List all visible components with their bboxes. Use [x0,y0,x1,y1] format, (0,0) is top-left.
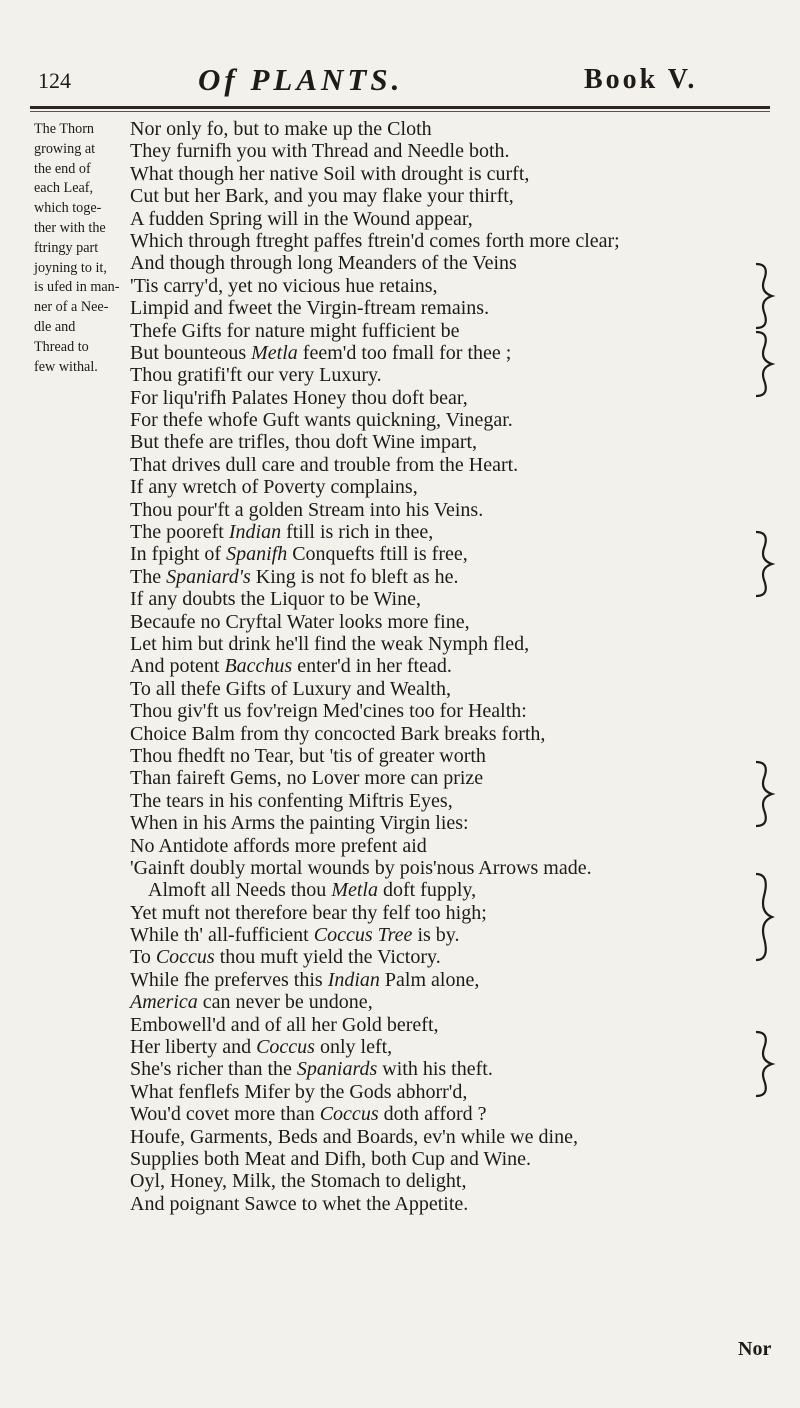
poem-line: Almoft all Needs thou Metla doft fupply, [148,879,477,902]
poem-line: And poignant Sawce to whet the Appetite. [130,1192,469,1215]
poem-line: But thefe are trifles, thou doft Wine impart, [130,431,478,454]
poem-line: Wou'd covet more than Coccus doth afford ? [130,1103,487,1126]
triplet-brace [752,262,776,330]
running-title: Of PLANTS. [198,62,404,97]
triplet-brace [752,760,776,828]
poem-line: For thefe whofe Guft wants quickning, Vinegar. [130,409,513,432]
poem-line: While fhe preferves this Indian Palm alone, [130,968,480,991]
header-rule-thin [30,111,770,112]
triplet-brace [752,330,776,398]
poem-line: Her liberty and Coccus only left, [130,1036,393,1059]
poem-line: Houfe, Garments, Beds and Boards, ev'n while we dine, [130,1125,578,1148]
poem-text [130,118,780,1215]
poem-line: Thou pour'ft a golden Stream into his Veins. [130,498,484,521]
poem-line: 'Gainft doubly mortal wounds by pois'nous Arrows made. [130,856,592,879]
poem-line: Embowell'd and of all her Gold bereft, [130,1013,439,1036]
poem-line: And potent Bacchus enter'd in her ftead. [130,655,452,678]
poem-line: Thefe Gifts for nature might fufficient be [130,319,460,342]
poem-line: In fpight of Spanifh Conquefts ftill is free, [130,543,468,566]
margin-note-line: few withal. [34,358,98,375]
poem-line: Choice Balm from thy concocted Bark breaks forth, [130,722,546,745]
margin-note-line: The Thorn [34,121,95,137]
poem-line: To Coccus thou muft yield the Victory. [130,946,441,969]
margin-note-line: is ufed in man- [34,279,120,296]
poem-line: The Spaniard's King is not fo bleft as he. [130,565,459,588]
poem-line: If any doubts the Liquor to be Wine, [130,588,421,611]
margin-note-line: Thread to [34,338,89,355]
poem-line: That drives dull care and trouble from the Heart. [130,453,519,476]
poem-line: No Antidote affords more prefent aid [130,834,427,857]
poem-line: Nor only fo, but to make up the Cloth [130,118,432,140]
margin-note-line: which toge- [34,200,102,217]
poem-line: Which through ftreght paffes ftrein'd comes forth more clear; [130,229,620,252]
poem-line: Thou giv'ft us fov'reign Med'cines too for Health: [130,700,527,723]
poem-line: A fudden Spring will in the Wound appear, [130,207,473,230]
poem-line: Oyl, Honey, Milk, the Stomach to delight, [130,1170,467,1193]
poem-line: What fenflefs Mifer by the Gods abhorr'd, [130,1080,468,1103]
poem-line: They furnifh you with Thread and Needle both. [130,140,510,163]
margin-note-line: growing at [34,140,96,157]
poem-line: To all thefe Gifts of Luxury and Wealth, [130,677,451,700]
margin-note-line: ther with the [34,219,106,236]
poem-line: For liqu'rifh Palates Honey thou doft bear, [130,386,468,409]
poem-line: Cut but her Bark, and you may flake your thirft, [130,185,514,208]
header-rule [30,106,770,109]
margin-note-line: ner of a Nee- [34,299,109,316]
poem-line: Let him but drink he'll find the weak Nymph fled, [130,632,530,655]
poem-line: Than faireft Gems, no Lover more can prize [130,767,484,790]
poem-line: Thou fhedft no Tear, but 'tis of greater worth [130,744,486,767]
poem-line: Supplies both Meat and Difh, both Cup and Wine. [130,1147,532,1170]
poem-line: Thou gratifi'ft our very Luxury. [130,364,382,387]
poem-line: But bounteous Metla feem'd too fmall for thee ; [130,341,512,364]
poem-line: Yet muft not therefore bear thy felf too high; [130,901,487,924]
margin-note-line: the end of [34,160,91,177]
poem-line: While th' all-fufficient Coccus Tree is by. [130,924,460,947]
poem-line: 'Tis carry'd, yet no vicious hue retains, [130,274,438,297]
poem-line: The pooreft Indian ftill is rich in thee, [130,521,434,544]
poem-line: She's richer than the Spaniards with his theft. [130,1058,493,1081]
margin-note-line: joyning to it, [34,259,107,276]
poem-line: Limpid and fweet the Virgin-ftream remains. [130,297,490,320]
margin-note-line: ftringy part [34,239,99,256]
quatrain-brace [752,872,776,962]
poem-line: When in his Arms the painting Virgin lies: [130,812,469,835]
margin-note-line: dle and [34,318,76,335]
triplet-brace [752,1030,776,1098]
catchword: Nor [738,1338,772,1360]
poem-line: Becaufe no Cryftal Water looks more fine, [130,610,470,633]
page-number: 124 [38,68,71,93]
poem-line: The tears in his confenting Miftris Eyes, [130,789,453,812]
margin-note [34,120,120,377]
poem-line: If any wretch of Poverty complains, [130,476,418,499]
running-header [0,62,800,102]
poem-line: What though her native Soil with drought is curft, [130,162,530,185]
book-label: Book V. [584,64,698,95]
poem-line: America can never be undone, [130,991,373,1014]
margin-note-line: each Leaf, [34,180,94,197]
triplet-brace [752,530,776,598]
poem-line: And though through long Meanders of the Veins [130,252,517,275]
